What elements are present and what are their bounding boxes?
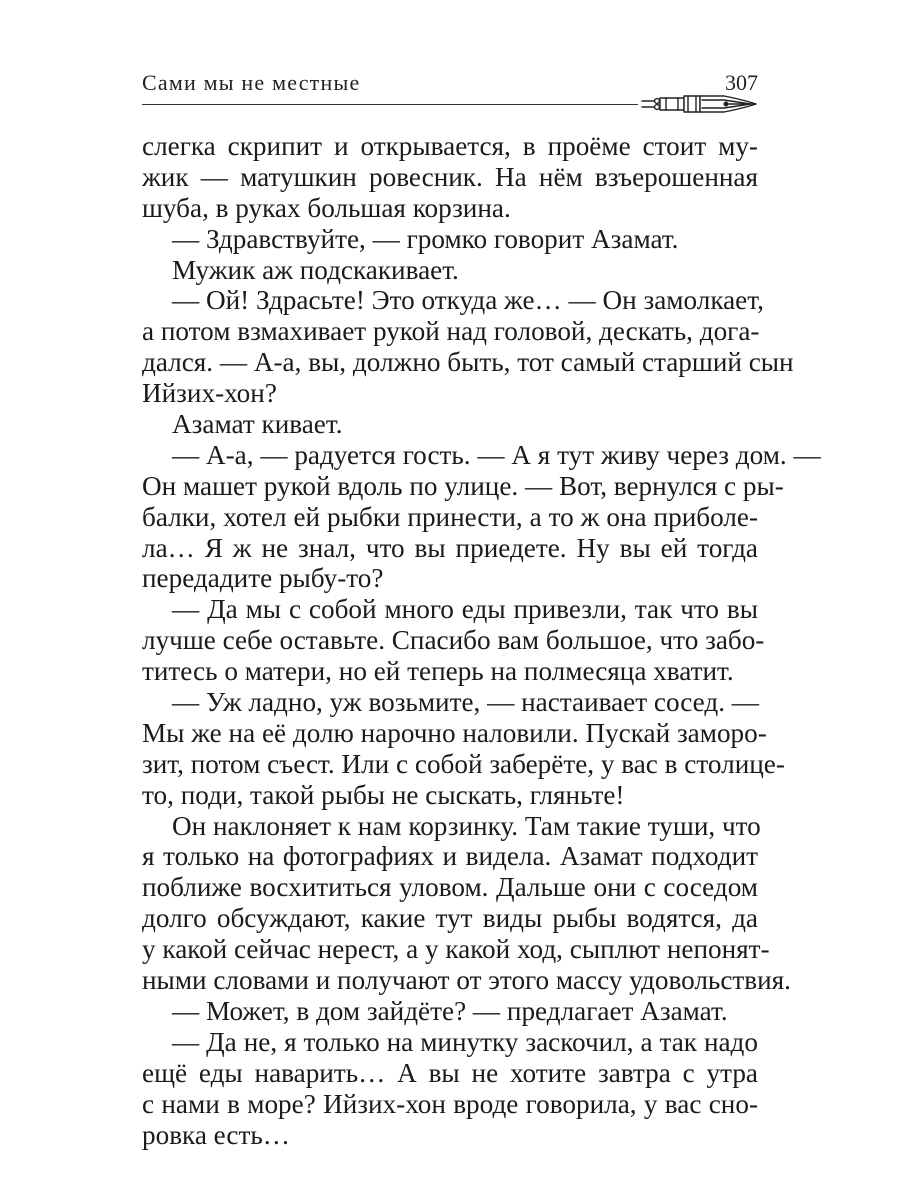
body-text: [142, 131, 821, 1150]
running-header: [142, 66, 758, 114]
text-line: у какой сейчас нерест, а у какой ход, сыплют непонят-: [142, 934, 770, 965]
text-line: Азамат кивает.: [172, 409, 343, 440]
text-line: слегка скрипит и открывается, в проёме стоит му-: [142, 131, 758, 161]
text-line: ровка есть…: [142, 1119, 290, 1150]
text-line: Он машет рукой вдоль по улице. — Вот, вернулся с ры-: [142, 470, 784, 501]
text-line: титесь о матери, но ей теперь на полмесяца хватит.: [142, 656, 734, 687]
fountain-pen-icon: [640, 92, 758, 116]
text-line: — Ой! Здрасьте! Это откуда же… — Он замолкает,: [172, 285, 764, 316]
text-line: Мужик аж подскакивает.: [172, 254, 459, 285]
running-title: Сами мы не местные: [142, 70, 361, 95]
text-line: ными словами и получают от этого массу удовольствия.: [142, 965, 791, 996]
text-line: передадите рыбу-то?: [142, 563, 384, 594]
text-line: балки, хотел ей рыбки принести, а то ж она приболе-: [142, 501, 758, 532]
text-line: ещё еды наварить… А вы не хотите завтра с утра: [142, 1057, 758, 1088]
text-line: — Здравствуйте, — громко говорит Азамат.: [172, 223, 679, 254]
text-line: долго обсуждают, какие тут виды рыбы водятся, да: [142, 903, 758, 934]
text-line: — Да не, я только на минутку заскочил, а так надо: [172, 1026, 758, 1057]
text-line: — Уж ладно, уж возьмите, — настаивает сосед. —: [172, 687, 759, 718]
text-line: жик — матушкин ровесник. На нём взъерошенная: [142, 161, 758, 192]
text-line: — А-а, — радуется гость. — А я тут живу через дом. —: [172, 439, 821, 470]
text-line: — Может, в дом зайдёте? — предлагает Азамат.: [172, 995, 728, 1026]
text-line: ла… Я ж не знал, что вы приедете. Ну вы ей тогда: [142, 532, 758, 563]
text-line: Мы же на её долю нарочно наловили. Пускай заморо-: [142, 717, 767, 748]
header-rule: [142, 104, 638, 105]
page-number: 307: [725, 70, 758, 95]
text-line: а потом взмахивает рукой над головой, дескать, дога-: [142, 316, 760, 347]
text-line: Ийзих-хон?: [142, 378, 277, 409]
text-line: с нами в море? Ийзих-хон вроде говорила, у вас сно-: [142, 1088, 758, 1119]
text-line: я только на фотографиях и видела. Азамат подходит: [142, 841, 758, 872]
text-line: — Да мы с собой много еды привезли, так что вы: [172, 594, 758, 625]
text-line: то, поди, такой рыбы не сыскать, гляньте!: [142, 779, 625, 810]
text-line: поближе восхититься уловом. Дальше они с соседом: [142, 872, 758, 903]
text-line: зит, потом съест. Или с собой заберёте, у вас в столице-: [142, 748, 785, 779]
text-line: дался. — А-а, вы, должно быть, тот самый старший сын: [142, 347, 794, 378]
text-line: шуба, в руках большая корзина.: [142, 192, 511, 223]
text-line: лучше себе оставьте. Спасибо вам большое, что забо-: [142, 625, 765, 656]
text-line: Он наклоняет к нам корзинку. Там такие туши, что: [172, 810, 761, 841]
